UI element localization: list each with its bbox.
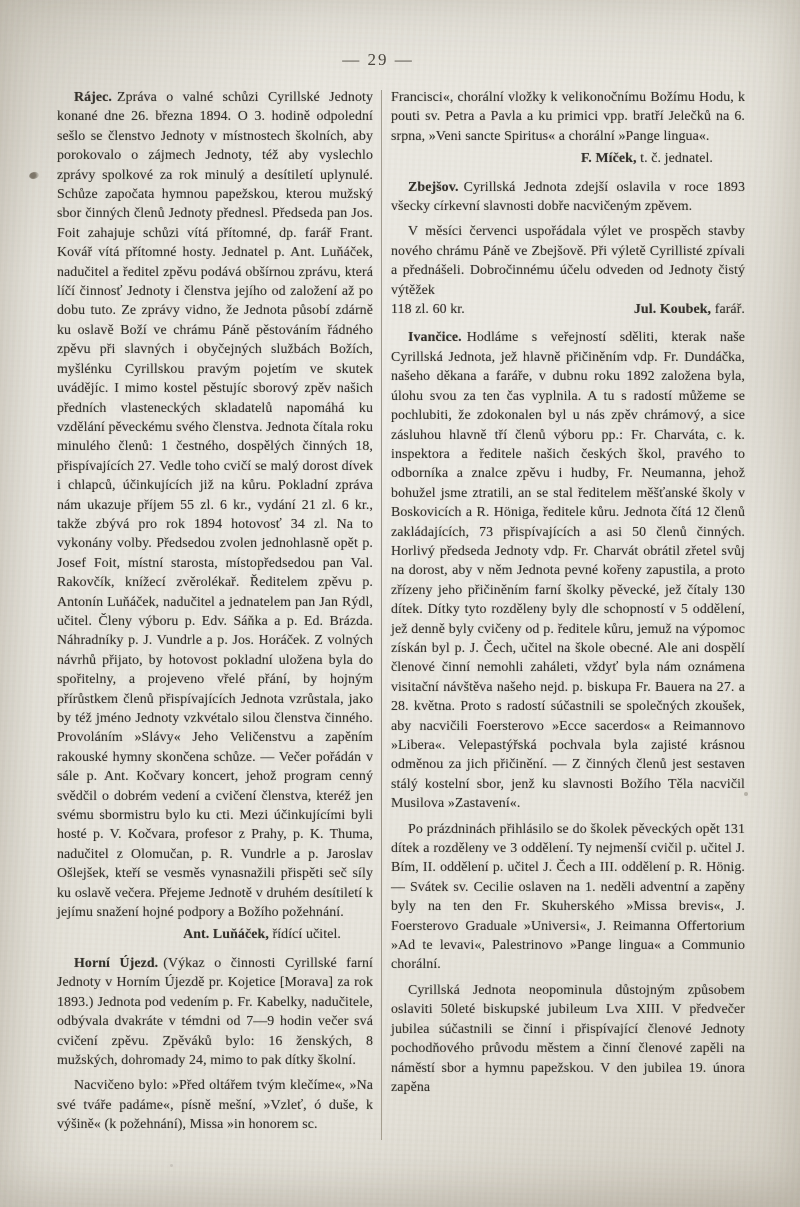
payout-amount: 118 zl. 60 kr. (391, 302, 465, 318)
article-title: Ivančice. (408, 330, 462, 346)
article-paragraph (391, 328, 745, 813)
article-zbejsov (391, 178, 745, 320)
article-paragraph: Po prázdninách přihlásilo se do školek pěveckých opět 131 dítek a rozděleny ve 3 oddělení. Ty nejmenší cvičil p. učitel J. Bím, II. oddělení p. učitel J. Čech a III. oddělení p. R. Hönig. — Svátek sv. Cecilie oslaven na 1. neděli adventní a zapěny byly na ten den Fr. Skuherského »Missa brevis«, J. Foersterovo Graduale »Universi«, J. Reimanna Offertorium »Ad te levavi«, Palestrinovo »Pange lingua« a Communio chorální. (391, 821, 745, 973)
page-number: — 29 — (342, 50, 414, 69)
right-column (391, 88, 745, 1097)
article-paragraph: V měsíci červenci uspořádala výlet ve prospěch stavby nového chrámu Páně ve Zbejšově. Při výletě Cyrillisté zpívali a přednášeli. Dobročinnému účelu odveden od Jednoty čistý výtěžek (391, 224, 745, 298)
article-body: Zpráva o valné schůzi Cyrillské Jednoty konané dne 26. března 1894. O 3. hodině odpolední sešlo se členstvo Jednoty v místnostech školních, aby porokovalo o zájmech Jednoty, též aby vyslechlo zprávy spolkové za rok minulý a desítiletí uplynulé. Schůze započata hymnou papežskou, kterou mužský sbor činných členů Jednoty přednesl. Předseda pan Jos. Foit zahajuje schůzi vítá přítomné, dp. farář Frant. Kovář vítá přítomné hosty. Jednatel p. Ant. Luňáček, nadučitel a ředitel zpěvu podává obšírnou zprávu, která líčí činnosť Jednoty i členstva jejího od založení až po dobu tuto. Ze zprávy vidno, že Jednota působí zdárně ku oslavě Boží ve chrámu Páně pěstováním řádného zpěvu při slavných i obyčejných službách Božích, myšlénku Cyrillskou pravým pojetím ve skutek uvádějíc. I mimo kostel pěstujíc sborový zpěv našich předních vlasteneckých skladatelů napomáhá ku vzdělání pěveckému svého členstva. Jednota čítala roku minulého členů: 1 čestného, dospělých činných 18, přispívajících 27. Vedle toho cvičí se malý dorost dívek i chlapců, účinkujících již na kůru. Pokladní zpráva nám ukazuje příjem 55 zl. 6 kr., vydání 21 zl. 6 kr., takže zbývá pro rok 1894 hotovosť 34 zl. Na to vykonány volby. Předsedou zvolen jednohlasně opět p. Josef Foit, místní starosta, místopředsedou pan Val. Rakovčík, knížecí zvěrolékař. Ředitelem zpěvu p. Antonín Luňáček, nadučitel a jednatelem pan Jan Rýdl, učitel. Členy výboru p. Edv. Sáňka a p. Ed. Brázda. Náhradníky p. J. Vundrle a p. Jos. Horáček. Z volných návrhů přijato, by hotovost pokladní uložena byla do spořitelny, a projeveno vřelé přání, by hojným přírůstkem členů přispívajících Jednota vzrůstala, jako by též jméno Jednoty vzkvétalo silou členstva činného. Provoláním »Slávy« Jeho Veličenstvu a zapěním rakouské hymny skončena schůze. — Večer pořádán v sále p. Ant. Kočvary koncert, jehož program cenný svědčil o dobrém vedení a cvičení členstva, kteréž jen svému sbormistru bylo ku cti. Mezi účinkujícími byli hosté p. V. Kočvara, profesor z Prahy, p. K. Thuma, nadučitel z Olomučan, p. R. Vundrle a p. Jaroslav Ošlejšek, kteří se vesměs vynasnažili přispěti seč síly ku oslavě večera. Přejeme Jednotě v druhém desítiletí k jejímu snažení hojné podpory a Božího požehnání. (57, 90, 373, 921)
article-paragraph (57, 88, 373, 922)
continuation-paragraph: Francisci«, chorální vložky k velikonočnímu Božímu Hodu, k pouti sv. Petra a Pavla a ku primici vpp. bratří Jelečků na 6. srpna, »Veni sancte Spiritus« a chorální »Pange lingua«. (391, 90, 745, 144)
signature-role: farář. (711, 302, 745, 318)
paper-speck (170, 1164, 173, 1167)
payout-line (391, 300, 745, 319)
signature-name: Jul. Koubek, (633, 302, 712, 318)
article-paragraph: Cyrillská Jednota neopominula důstojným způsobem oslaviti 50leté biskupské jubileum Lva XIII. V předvečer jubilea súčastnili se činní i přispívající členové Jednoty pochodňového průvodu městem a činní členové zapěli na náměstí sbor a hymnu papežskou. V den jubilea 19. února zapěna (391, 982, 745, 1095)
signature-name: F. Míček, (581, 151, 637, 167)
article-horni-ujezd (57, 954, 373, 1135)
left-column (57, 88, 373, 1135)
continuation-from-previous-page (391, 88, 745, 169)
ink-smudge (28, 171, 39, 180)
article-title: Zbejšov. (408, 179, 459, 195)
article-body: Cyrillská Jednota zdejší oslavila v roce 1893 všecky církevní slavnosti dobře nacvičeným zpěvem. (391, 179, 745, 215)
article-paragraph: Nacvičeno bylo: »Před oltářem tvým klečíme«, »Na své tváře padáme«, písně mešní, »Vzleť, ó duše, k výšině« (k požehnání), Missa »in honorem sc. (57, 1078, 373, 1133)
article-paragraph (57, 954, 373, 1070)
article-paragraph (391, 178, 745, 217)
signature (57, 925, 373, 944)
article-ivancice (391, 328, 745, 1097)
signature-role: t. č. jednatel. (636, 151, 713, 167)
article-body: Hodláme s veřejností sděliti, kterak naše Cyrillská Jednota, jež hlavně přičiněním vdp. Fr. Dundáčka, našeho děkana a faráře, v dubnu roku 1892 založena byla, úlohu svou za ten čas vyplnila. A tu s radostí můžeme se pochlubiti, že zdokonalen byl u nás zpěv chrámový, a sice zásluhou hlavně tří členů výboru pp.: Fr. Charváta, c. k. inspektora a ředitele našich českých škol, pravého to odborníka a znalce zpěvu i hudby, Fr. Neumanna, jehož bohužel jsme ztratili, an se stal ředitelem měšťanské školy v Boskovicích a R. Höniga, ředitele kůru. Jednota čítá 12 členů zakládajících, 73 přispívajících a asi 50 členů činných. Horlivý předseda Jednoty vdp. Fr. Charvát obrátil zřetel svůj na dorost, aby v něm Jednota pevné kořeny zapustila, a proto zřízeny jeho přičiněním farní školky pěvecké, jež čítaly 130 dítek. Dítky tyto rozděleny byly dle schopností v 5 oddělení, jež denně byly cvičeny od p. ředitele kůru, jemuž na výpomoc získán byl p. J. Čech, učitel na škole obecné. Ale ani dospělí členové činní nemohli zaháleti, vždyť byla nám oznámena visitační návštěva našeho nejd. p. biskupa Fr. Bauera na 27. a 28. května. Proto s radostí súčastnili se společných zkoušek, aby nacvičili Foersterovo »Ecce sacerdos« a Reimannovo »Libera«. Velepastýřská pochvala byla zajisté krásnou odměnou za jich přičinění. — Z činných členů jest sestaven stálý kostelní sbor, jenž ku slavnosti Božího Těla nacvičil Musilova »Zastavení«. (391, 330, 745, 812)
column-divider (381, 90, 382, 1140)
article-title: Rájec. (74, 90, 113, 105)
article-body: (Výkaz o činnosti Cyrillské farní Jednoty v Horním Újezdě pr. Kojetice [Morava] za rok 1893.) Jednota pod vedením p. Fr. Kabelky, nadučitele, odbývala dvakráte v témdni od 7—9 hodin večer svá cvičení zpěvu. Zpěváků bylo: 16 ženských, 8 mužských, dohromady 24, mimo to pak dítky školní. (57, 955, 374, 1068)
signature-role: řídící učitel. (268, 927, 341, 943)
signature-name: Ant. Luňáček, (183, 927, 269, 943)
article-title: Horní Újezd. (74, 955, 159, 971)
signature (634, 300, 745, 319)
signature (391, 149, 745, 168)
article-rajec (57, 88, 373, 945)
